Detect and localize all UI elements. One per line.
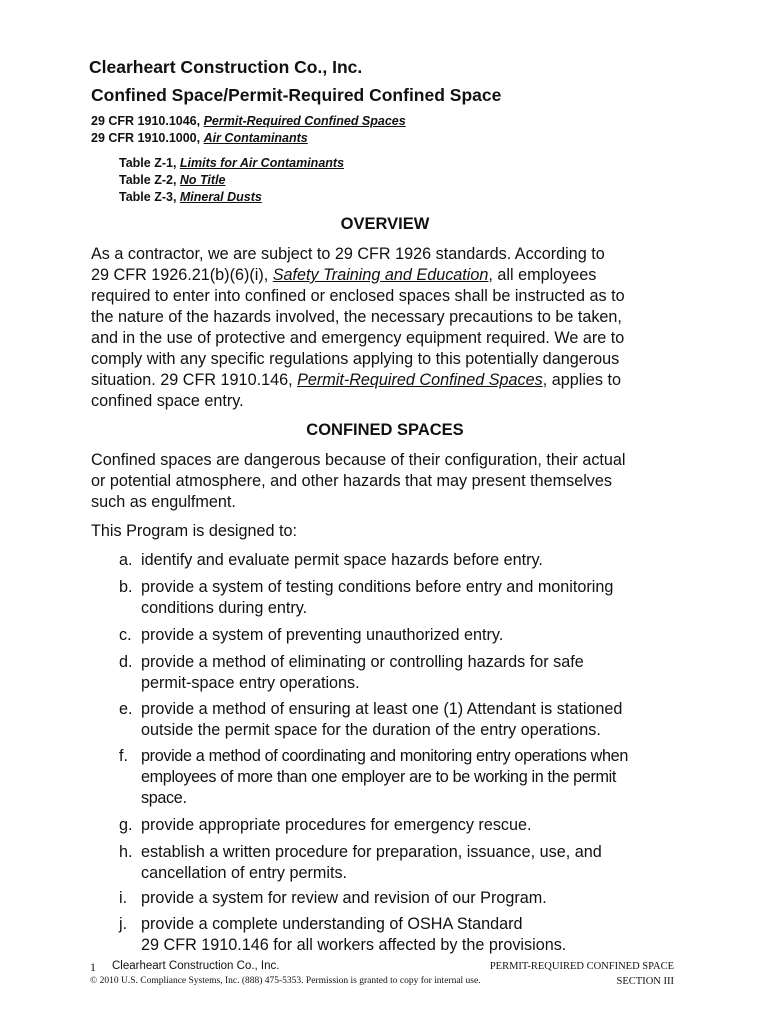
reference-link[interactable]: Permit-Required Confined Spaces (203, 114, 406, 128)
footer-company: Clearheart Construction Co., Inc. (112, 960, 280, 972)
list-marker: f. (119, 747, 128, 765)
footer-copyright: © 2010 U.S. Compliance Systems, Inc. (888) 475-5353. Permission is granted to copy for internal use. (90, 976, 481, 986)
list-marker: i. (119, 889, 128, 907)
footer-page-number: 1 (90, 960, 96, 974)
footer-section-number: SECTION III (616, 976, 674, 987)
text-line: or potential atmosphere, and other hazards that may present themselves (91, 472, 612, 490)
reference-line (91, 131, 308, 145)
text-line: cancellation of entry permits. (141, 864, 348, 882)
overview-paragraph (91, 244, 691, 412)
text-line: confined space entry. (91, 392, 244, 410)
list-text (141, 652, 701, 694)
program-intro: This Program is designed to: (91, 522, 298, 540)
text-line: required to enter into confined or enclosed spaces shall be instructed as to (91, 287, 625, 305)
text-line (91, 265, 691, 286)
text-line: employees of more than one employer are to be working in the permit (141, 768, 617, 786)
table-code: Table Z-1, (119, 156, 180, 170)
text-line: space. (141, 789, 187, 807)
table-reference-line (119, 190, 262, 204)
text-span: , all employees (488, 266, 597, 284)
list-marker: j. (119, 915, 128, 933)
table-link[interactable]: Mineral Dusts (179, 190, 262, 204)
text-line: provide a system of testing conditions before entry and monitoring (141, 578, 614, 596)
text-line: Confined spaces are dangerous because of their configuration, their actual (91, 451, 626, 469)
text-line: outside the permit space for the duration of the entry operations. (141, 721, 601, 739)
text-span: situation. 29 CFR 1910.146, (91, 371, 298, 389)
permit-spaces-link[interactable]: Permit-Required Confined Spaces (297, 371, 543, 389)
list-marker: a. (119, 551, 133, 569)
list-marker: e. (119, 700, 133, 718)
text-line: provide a method of eliminating or controlling hazards for safe (141, 653, 584, 671)
list-marker: b. (119, 578, 133, 596)
text-line: the nature of the hazards involved, the necessary precautions to be taken, (91, 308, 622, 326)
text-span: 29 CFR 1926.21(b)(6)(i), (91, 266, 273, 284)
text-line: As a contractor, we are subject to 29 CFR 1926 standards. According to (91, 245, 605, 263)
text-line: 29 CFR 1910.146 for all workers affected by the provisions. (141, 936, 567, 954)
list-marker: d. (119, 653, 133, 671)
text-span: , applies to (542, 371, 622, 389)
reference-code: 29 CFR 1910.1000, (91, 131, 204, 145)
text-line: provide a method of ensuring at least one (1) Attendant is stationed (141, 700, 623, 718)
safety-training-link[interactable]: Safety Training and Education (272, 266, 489, 284)
text-line (91, 370, 691, 391)
table-code: Table Z-3, (119, 190, 180, 204)
list-text (141, 842, 701, 884)
list-text (141, 699, 701, 741)
table-code: Table Z-2, (119, 173, 180, 187)
text-line: conditions during entry. (141, 599, 308, 617)
list-marker: c. (119, 626, 132, 644)
table-reference-line (119, 156, 344, 170)
list-text (141, 888, 701, 909)
overview-heading: OVERVIEW (340, 215, 430, 233)
document-title: Confined Space/Permit-Required Confined Space (91, 85, 502, 105)
text-line: establish a written procedure for preparation, issuance, use, and (141, 843, 602, 861)
text-line: identify and evaluate permit space hazards before entry. (141, 551, 543, 569)
text-line: and in the use of protective and emergency equipment required. We are to (91, 329, 625, 347)
table-link[interactable]: Limits for Air Contaminants (179, 156, 345, 170)
list-text (141, 746, 701, 809)
list-marker: h. (119, 843, 133, 861)
reference-link[interactable]: Air Contaminants (203, 131, 308, 145)
list-marker: g. (119, 816, 133, 834)
text-line: provide a complete understanding of OSHA Standard (141, 915, 523, 933)
list-text (141, 914, 701, 956)
company-name: Clearheart Construction Co., Inc. (89, 57, 363, 77)
confined-spaces-heading: CONFINED SPACES (306, 421, 464, 439)
text-line: comply with any specific regulations applying to this potentially dangerous (91, 350, 620, 368)
table-reference-line (119, 173, 226, 187)
list-text (141, 577, 701, 619)
list-text (141, 550, 701, 571)
footer-section-title: PERMIT-REQUIRED CONFINED SPACE (489, 961, 674, 972)
table-link[interactable]: No Title (179, 173, 226, 187)
text-line: provide a system for review and revision of our Program. (141, 889, 547, 907)
list-text (141, 625, 701, 646)
confined-spaces-paragraph (91, 450, 691, 513)
text-line: such as engulfment. (91, 493, 236, 511)
text-line: provide a system of preventing unauthorized entry. (141, 626, 504, 644)
reference-code: 29 CFR 1910.1046, (91, 114, 204, 128)
text-line: provide appropriate procedures for emergency rescue. (141, 816, 532, 834)
text-line: permit-space entry operations. (141, 674, 360, 692)
reference-line (91, 114, 406, 128)
text-line: provide a method of coordinating and monitoring entry operations when (141, 747, 628, 765)
list-text (141, 815, 701, 836)
